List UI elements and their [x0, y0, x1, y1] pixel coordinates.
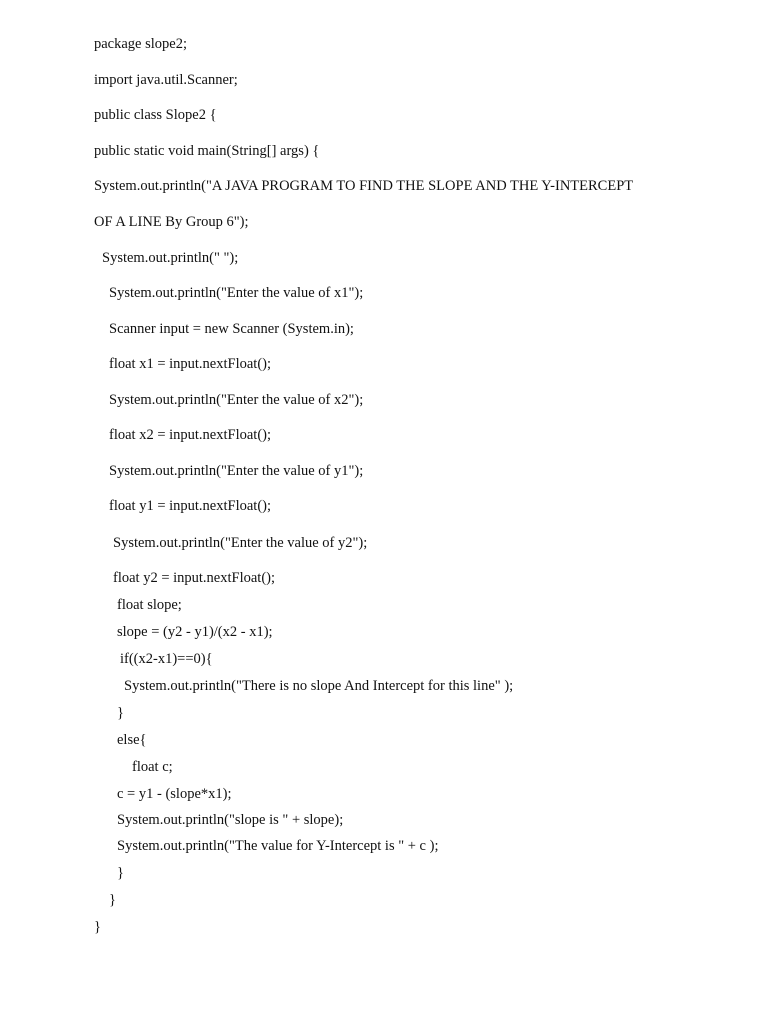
- code-line: System.out.println("slope is " + slope);: [117, 812, 344, 828]
- code-line: float x1 = input.nextFloat();: [109, 356, 272, 372]
- code-line: OF A LINE By Group 6");: [94, 214, 249, 230]
- code-line: Scanner input = new Scanner (System.in);: [109, 321, 354, 337]
- code-line: }: [94, 919, 101, 935]
- code-line: float c;: [132, 759, 173, 775]
- code-line: c = y1 - (slope*x1);: [117, 786, 232, 802]
- code-line: public static void main(String[] args) {: [94, 143, 320, 159]
- code-line: System.out.println("Enter the value of y1");: [109, 463, 364, 479]
- code-line: System.out.println("Enter the value of x1");: [109, 285, 364, 301]
- code-line: else{: [117, 732, 147, 748]
- code-line: System.out.println("Enter the value of y2");: [113, 535, 368, 551]
- code-line: System.out.println("A JAVA PROGRAM TO FIND THE SLOPE AND THE Y-INTERCEPT: [94, 178, 634, 194]
- code-line: System.out.println("The value for Y-Intercept is " + c );: [117, 838, 439, 854]
- code-line: }: [117, 865, 124, 881]
- code-line: float x2 = input.nextFloat();: [109, 427, 272, 443]
- code-line: System.out.println(" ");: [102, 250, 239, 266]
- code-line: }: [117, 705, 124, 721]
- code-line: if((x2-x1)==0){: [120, 651, 213, 667]
- code-line: slope = (y2 - y1)/(x2 - x1);: [117, 624, 273, 640]
- code-line: System.out.println("There is no slope And Intercept for this line" );: [124, 678, 514, 694]
- code-line: }: [109, 892, 116, 908]
- code-line: package slope2;: [94, 36, 188, 52]
- code-line: System.out.println("Enter the value of x2");: [109, 392, 364, 408]
- code-line: import java.util.Scanner;: [94, 72, 238, 88]
- code-line: float y1 = input.nextFloat();: [109, 498, 272, 514]
- code-line: float slope;: [117, 597, 182, 613]
- code-line: float y2 = input.nextFloat();: [113, 570, 276, 586]
- code-line: public class Slope2 {: [94, 107, 217, 123]
